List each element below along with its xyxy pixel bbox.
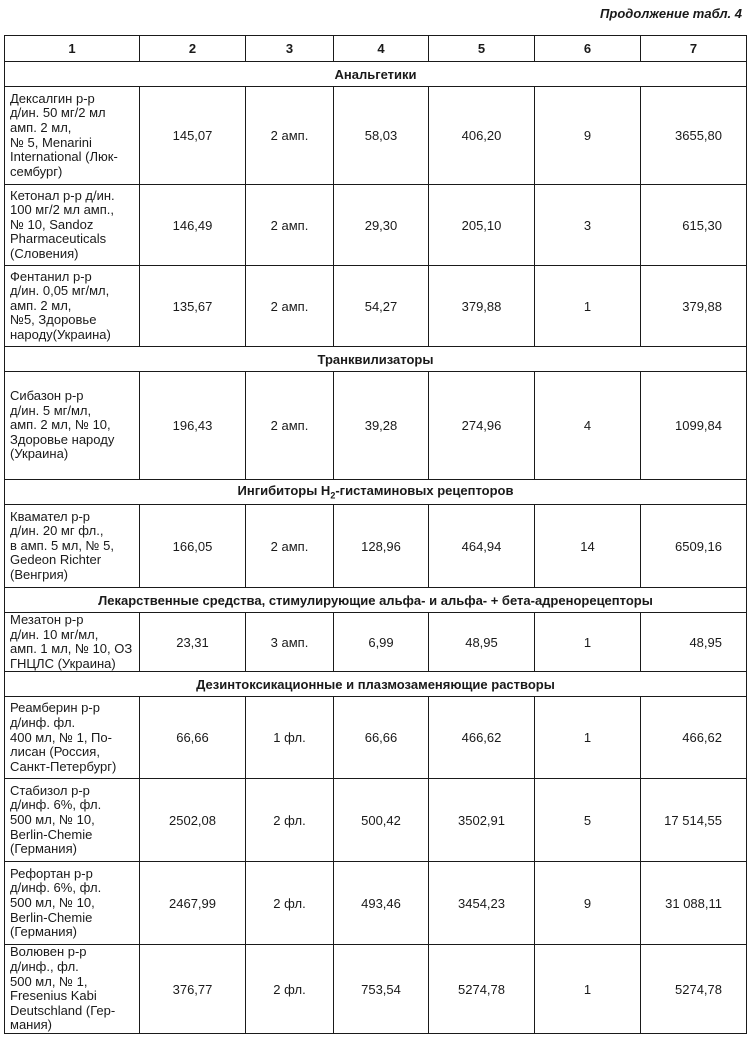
value-cell-col-6: 4 <box>535 372 641 480</box>
value-cell-col-4: 6,99 <box>334 613 429 672</box>
value-cell-col-2: 196,43 <box>140 372 246 480</box>
table-row <box>5 945 747 1034</box>
value-cell-col-7: 48,95 <box>641 613 747 672</box>
value-cell-col-2: 166,05 <box>140 505 246 588</box>
section-title <box>5 480 747 505</box>
value-cell-col-5: 48,95 <box>429 613 535 672</box>
table-row <box>5 779 747 862</box>
value-cell-col-4: 753,54 <box>334 945 429 1034</box>
value-cell-col-4: 29,30 <box>334 185 429 266</box>
value-cell-col-2: 66,66 <box>140 697 246 779</box>
value-cell-col-4: 39,28 <box>334 372 429 480</box>
value-cell-col-6: 5 <box>535 779 641 862</box>
drug-name-cell: Дексалгин р-р д/ин. 50 мг/2 мл амп. 2 мл, № 5, Menarini International (Люк- сембург) <box>5 87 140 185</box>
table-row <box>5 862 747 945</box>
section-header-row <box>5 672 747 697</box>
value-cell-col-2: 376,77 <box>140 945 246 1034</box>
value-cell-col-5: 205,10 <box>429 185 535 266</box>
value-cell-col-5: 5274,78 <box>429 945 535 1034</box>
section-title-text: -гистаминовых рецепторов <box>335 483 514 499</box>
value-cell-col-5: 3454,23 <box>429 862 535 945</box>
drug-name-cell: Кетонал р-р д/ин. 100 мг/2 мл амп., № 10, Sandoz Pharmaceuticals (Словения) <box>5 185 140 266</box>
value-cell-col-2: 145,07 <box>140 87 246 185</box>
value-cell-col-6: 1 <box>535 613 641 672</box>
table-row <box>5 87 747 185</box>
value-cell-col-3: 3 амп. <box>246 613 334 672</box>
value-cell-col-5: 406,20 <box>429 87 535 185</box>
column-header: 1 <box>5 36 140 62</box>
column-header: 2 <box>140 36 246 62</box>
value-cell-col-4: 128,96 <box>334 505 429 588</box>
value-cell-col-6: 3 <box>535 185 641 266</box>
column-header: 3 <box>246 36 334 62</box>
table-row <box>5 266 747 347</box>
value-cell-col-2: 23,31 <box>140 613 246 672</box>
value-cell-col-3: 2 фл. <box>246 779 334 862</box>
value-cell-col-6: 1 <box>535 697 641 779</box>
value-cell-col-5: 464,94 <box>429 505 535 588</box>
value-cell-col-6: 14 <box>535 505 641 588</box>
value-cell-col-2: 146,49 <box>140 185 246 266</box>
value-cell-col-4: 500,42 <box>334 779 429 862</box>
drug-name-cell: Волювен р-р д/инф., фл. 500 мл, № 1, Fresenius Kabi Deutschland (Гер- мания) <box>5 945 140 1034</box>
section-header-row <box>5 347 747 372</box>
drug-name-cell: Реамберин р-р д/инф. фл. 400 мл, № 1, По- лисан (Россия, Санкт-Петербург) <box>5 697 140 779</box>
section-header-row <box>5 62 747 87</box>
value-cell-col-7: 6509,16 <box>641 505 747 588</box>
value-cell-col-5: 379,88 <box>429 266 535 347</box>
value-cell-col-3: 2 амп. <box>246 372 334 480</box>
value-cell-col-7: 5274,78 <box>641 945 747 1034</box>
value-cell-col-2: 135,67 <box>140 266 246 347</box>
table-row <box>5 613 747 672</box>
drug-cost-table <box>4 35 747 1034</box>
table-row <box>5 505 747 588</box>
column-header: 5 <box>429 36 535 62</box>
column-header: 7 <box>641 36 747 62</box>
drug-name-cell: Рефортан р-р д/инф. 6%, фл. 500 мл, № 10, Berlin-Chemie (Германия) <box>5 862 140 945</box>
section-header-row <box>5 480 747 505</box>
value-cell-col-5: 466,62 <box>429 697 535 779</box>
value-cell-col-7: 3655,80 <box>641 87 747 185</box>
value-cell-col-3: 2 амп. <box>246 87 334 185</box>
value-cell-col-3: 2 амп. <box>246 185 334 266</box>
value-cell-col-7: 17 514,55 <box>641 779 747 862</box>
column-header: 4 <box>334 36 429 62</box>
value-cell-col-4: 66,66 <box>334 697 429 779</box>
value-cell-col-7: 615,30 <box>641 185 747 266</box>
value-cell-col-3: 2 амп. <box>246 505 334 588</box>
value-cell-col-2: 2502,08 <box>140 779 246 862</box>
value-cell-col-7: 466,62 <box>641 697 747 779</box>
value-cell-col-5: 3502,91 <box>429 779 535 862</box>
drug-name-cell: Квамател р-р д/ин. 20 мг фл., в амп. 5 мл, № 5, Gedeon Richter (Венгрия) <box>5 505 140 588</box>
value-cell-col-6: 9 <box>535 87 641 185</box>
value-cell-col-3: 2 фл. <box>246 945 334 1034</box>
value-cell-col-5: 274,96 <box>429 372 535 480</box>
drug-name-cell: Фентанил р-р д/ин. 0,05 мг/мл, амп. 2 мл, №5, Здоровье народу(Украина) <box>5 266 140 347</box>
section-title-text: Ингибиторы Н <box>237 483 331 499</box>
value-cell-col-4: 493,46 <box>334 862 429 945</box>
value-cell-col-7: 379,88 <box>641 266 747 347</box>
section-title-subscript: 2 <box>330 490 336 501</box>
value-cell-col-6: 9 <box>535 862 641 945</box>
value-cell-col-4: 58,03 <box>334 87 429 185</box>
value-cell-col-6: 1 <box>535 945 641 1034</box>
value-cell-col-3: 2 амп. <box>246 266 334 347</box>
section-header-row <box>5 588 747 613</box>
value-cell-col-4: 54,27 <box>334 266 429 347</box>
section-title: Анальгетики <box>5 62 747 87</box>
value-cell-col-2: 2467,99 <box>140 862 246 945</box>
drug-name-cell: Стабизол р-р д/инф. 6%, фл. 500 мл, № 10, Berlin-Chemie (Германия) <box>5 779 140 862</box>
section-title: Транквилизаторы <box>5 347 747 372</box>
drug-name-cell: Мезатон р-р д/ин. 10 мг/мл, амп. 1 мл, № 10, ОЗ ГНЦЛС (Украина) <box>5 613 140 672</box>
table-row <box>5 697 747 779</box>
column-header: 6 <box>535 36 641 62</box>
section-title: Лекарственные средства, стимулирующие альфа- и альфа- + бета-адренорецепторы <box>5 588 747 613</box>
table-row <box>5 185 747 266</box>
value-cell-col-7: 31 088,11 <box>641 862 747 945</box>
value-cell-col-6: 1 <box>535 266 641 347</box>
value-cell-col-3: 2 фл. <box>246 862 334 945</box>
header-row <box>5 36 747 62</box>
table-row <box>5 372 747 480</box>
value-cell-col-3: 1 фл. <box>246 697 334 779</box>
drug-name-cell: Сибазон р-р д/ин. 5 мг/мл, амп. 2 мл, № 10, Здоровье народу (Украина) <box>5 372 140 480</box>
section-title: Дезинтоксикационные и плазмозаменяющие растворы <box>5 672 747 697</box>
table-caption: Продолжение табл. 4 <box>600 6 742 21</box>
value-cell-col-7: 1099,84 <box>641 372 747 480</box>
